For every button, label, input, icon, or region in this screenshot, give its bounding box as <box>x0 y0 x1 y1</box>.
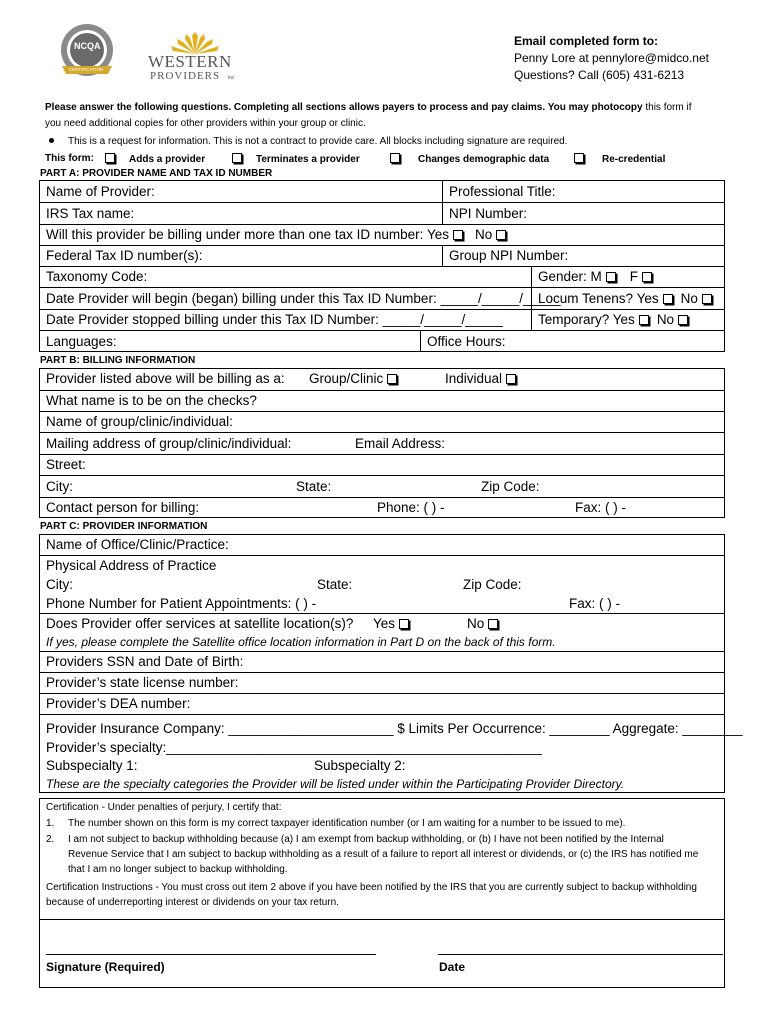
dea-number-field[interactable]: Provider’s DEA number: <box>46 696 191 711</box>
taxonomy-code-field[interactable]: Taxonomy Code: <box>46 269 148 284</box>
languages-field[interactable]: Languages: <box>46 334 117 349</box>
multi-tax-no-label: No <box>474 227 493 242</box>
specialty-field[interactable]: Provider’s specialty:__________________________________________________ <box>46 740 542 755</box>
option-adds-label: Adds a provider <box>129 154 206 165</box>
signature-line[interactable] <box>46 954 376 955</box>
office-hours-field[interactable]: Office Hours: <box>427 334 506 349</box>
checkbox-temporary-no[interactable] <box>678 315 688 325</box>
federal-tax-id-field[interactable]: Federal Tax ID number(s): <box>46 248 203 263</box>
questions-line: Questions? Call (605) 431-6213 <box>514 68 685 82</box>
specialty-note: These are the specialty categories the Provider will be listed under within the Participating Provider Directory. <box>46 777 625 791</box>
date-stopped-field[interactable]: Date Provider stopped billing under this Tax ID Number: _____/_____/_____ <box>46 312 503 327</box>
date-line[interactable] <box>438 954 723 955</box>
cert-item2-num: 2. <box>46 834 55 845</box>
cert-instructions-line1: Certification Instructions - You must cross out item 2 above if you have been notified by the IRS that you are currently subject to backup withholding <box>46 882 697 893</box>
cert-instructions-line2: because of underreporting interest or dividends on your tax return. <box>46 897 339 908</box>
cert-item2-line1: I am not subject to backup withholding because (a) I am exempt from backup withholding, or (b) I have not been notified by the Internal <box>68 834 664 845</box>
part-c-title: PART C: PROVIDER INFORMATION <box>40 521 208 532</box>
billing-fax-field[interactable]: Fax: ( ) - <box>575 500 626 515</box>
checkbox-no[interactable] <box>496 230 506 240</box>
checkbox-icon[interactable] <box>574 153 584 163</box>
physical-address-field[interactable]: Physical Address of Practice <box>46 558 217 573</box>
billing-phone-field[interactable]: Phone: ( ) - <box>377 500 445 515</box>
irs-tax-name-field[interactable]: IRS Tax name: <box>46 206 135 221</box>
satellite-yes-option[interactable] <box>373 616 409 632</box>
professional-title-field[interactable]: Professional Title: <box>449 184 556 199</box>
checkbox-icon[interactable] <box>390 153 400 163</box>
individual-label: Individual <box>445 371 503 386</box>
locum-no-label: No <box>680 291 698 306</box>
temporary-no-label: No <box>656 312 675 327</box>
cert-item2-line2: Revenue Service that I am subject to backup withholding as a result of a failure to report all interest or dividends, or (c) the IRS has notified me <box>68 849 699 860</box>
checkbox-icon[interactable] <box>232 153 242 163</box>
part-b-title: PART B: BILLING INFORMATION <box>40 355 196 366</box>
insurance-field[interactable]: Provider Insurance Company: ______________________ $ Limits Per Occurrence: ________ Aggregate: ________ <box>46 721 743 736</box>
group-clinic-option[interactable] <box>309 371 397 387</box>
group-name-field[interactable]: Name of group/clinic/individual: <box>46 414 233 429</box>
checkbox-female[interactable] <box>642 272 652 282</box>
ncqa-logo-text: NCQA <box>74 41 101 51</box>
state-license-field[interactable]: Provider’s state license number: <box>46 675 239 690</box>
cert-item1-num: 1. <box>46 818 55 829</box>
checkbox-temporary-yes[interactable] <box>639 315 649 325</box>
intro-line1 <box>45 102 691 114</box>
cert-item1: The number shown on this form is my correct taxpayer identification number (or I am waiting for a number to be issued to me). <box>68 818 626 829</box>
billing-as-label: Provider listed above will be billing as a: <box>46 371 285 386</box>
locum-tenens-field <box>538 291 712 307</box>
ssn-dob-field[interactable]: Providers SSN and Date of Birth: <box>46 654 244 669</box>
email-address-field[interactable]: Email Address: <box>355 436 446 451</box>
practice-state-field[interactable]: State: <box>317 577 353 592</box>
checkbox-icon[interactable] <box>105 153 115 163</box>
satellite-no-label: No <box>467 616 485 631</box>
practice-city-field[interactable]: City: <box>46 577 73 592</box>
satellite-note: If yes, please complete the Satellite office location information in Part D on the back of this form. <box>46 635 556 649</box>
street-field[interactable]: Street: <box>46 457 86 472</box>
temporary-field <box>538 312 688 328</box>
office-name-field[interactable]: Name of Office/Clinic/Practice: <box>46 537 229 552</box>
intro-line1-bold: Please answer the following questions. Completing all sections allows payers to process and pay claims. You may photocopy <box>45 102 643 113</box>
satellite-question: Does Provider offer services at satellite location(s)? <box>46 616 354 631</box>
checkbox-yes[interactable] <box>453 230 463 240</box>
multi-tax-question <box>46 227 506 243</box>
signature-label: Signature (Required) <box>46 960 165 974</box>
checkbox-male[interactable] <box>606 272 616 282</box>
state-field[interactable]: State: <box>296 479 332 494</box>
logo-providers-text: PROVIDERS <box>150 70 221 82</box>
option-terminates-label: Terminates a provider <box>256 154 360 165</box>
intro-line2: you need additional copies for other providers within your group or clinic. <box>45 118 366 129</box>
this-form-label: This form: <box>45 153 94 164</box>
western-providers-logo <box>148 32 238 82</box>
bullet-icon <box>49 138 54 143</box>
mailing-address-field[interactable]: Mailing address of group/clinic/individual: <box>46 436 292 451</box>
logo-providers-suffix: inc <box>228 75 235 81</box>
option-recredential-label: Re-credential <box>602 154 666 165</box>
gender-f-label: F <box>629 269 639 284</box>
intro-bullet-text: This is a request for information. This is not a contract to provide care. All blocks including signature are required. <box>68 136 568 147</box>
zip-code-field[interactable]: Zip Code: <box>481 479 540 494</box>
locum-label: Locum Tenens? Yes <box>538 291 659 306</box>
billing-contact-field[interactable]: Contact person for billing: <box>46 500 200 515</box>
appointments-phone-field[interactable]: Phone Number for Patient Appointments: ( ) - <box>46 596 317 611</box>
npi-number-field[interactable]: NPI Number: <box>449 206 528 221</box>
practice-zip-field[interactable]: Zip Code: <box>463 577 522 592</box>
checkbox-locum-yes[interactable] <box>663 294 673 304</box>
temporary-label: Temporary? Yes <box>538 312 635 327</box>
email-line[interactable]: Penny Lore at pennylore@midco.net <box>514 51 709 65</box>
option-changes[interactable] <box>390 153 549 166</box>
ncqa-logo <box>52 22 122 82</box>
name-of-provider-field[interactable]: Name of Provider: <box>46 184 155 199</box>
email-title: Email completed form to: <box>514 34 659 48</box>
checkbox-satellite-no[interactable] <box>488 619 498 629</box>
ncqa-logo-ring-text: CERTIFICATION <box>69 67 104 72</box>
gender-label: Gender: M <box>538 269 602 284</box>
city-field[interactable]: City: <box>46 479 73 494</box>
practice-fax-field[interactable]: Fax: ( ) - <box>569 596 620 611</box>
date-label: Date <box>439 960 466 974</box>
part-a-title: PART A: PROVIDER NAME AND TAX ID NUMBER <box>40 168 273 179</box>
checkbox-individual[interactable] <box>506 374 516 384</box>
group-npi-field[interactable]: Group NPI Number: <box>449 248 569 263</box>
group-clinic-label: Group/Clinic <box>309 371 384 386</box>
option-changes-label: Changes demographic data <box>418 154 550 165</box>
checkbox-locum-no[interactable] <box>702 294 712 304</box>
satellite-no-option[interactable] <box>467 616 498 632</box>
intro-line1-rest: this form if <box>642 102 692 113</box>
cert-item2-line3: that I am no longer subject to backup withholding. <box>68 864 288 875</box>
certification-title: Certification - Under penalties of perjury, I certify that: <box>46 802 282 813</box>
logo-western-text: WESTERN <box>148 52 232 71</box>
option-adds[interactable] <box>105 153 205 166</box>
subspecialty2-field[interactable]: Subspecialty 2: <box>314 758 406 773</box>
multi-tax-label: Will this provider be billing under more than one tax ID number: Yes <box>46 227 449 242</box>
option-terminates[interactable] <box>232 153 360 166</box>
option-recredential[interactable] <box>574 153 665 166</box>
checkbox-group-clinic[interactable] <box>387 374 397 384</box>
subspecialty1-field[interactable]: Subspecialty 1: <box>46 758 138 773</box>
date-begin-field[interactable]: Date Provider will begin (began) billing under this Tax ID Number: _____/_____/_____ <box>46 291 561 306</box>
gender-field <box>538 269 652 285</box>
individual-option[interactable] <box>445 371 516 387</box>
checkbox-satellite-yes[interactable] <box>399 619 409 629</box>
satellite-yes-label: Yes <box>373 616 396 631</box>
checks-name-field[interactable]: What name is to be on the checks? <box>46 393 257 408</box>
intro-bullet <box>45 136 568 148</box>
